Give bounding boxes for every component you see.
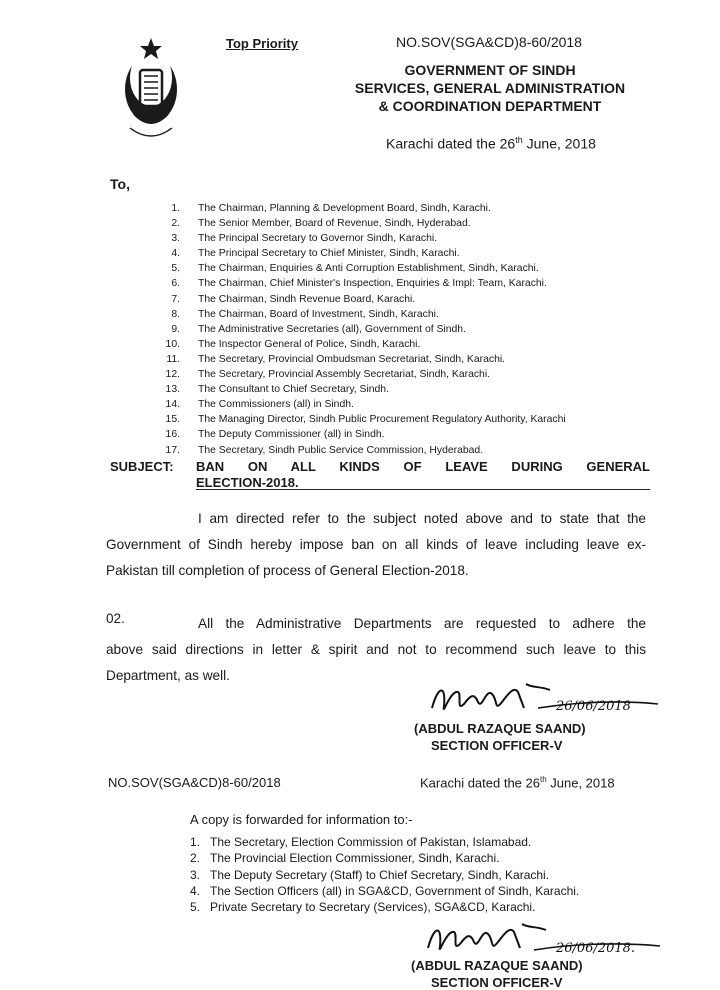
- item-text: The Section Officers (all) in SGA&CD, Government of Sindh, Karachi.: [210, 883, 580, 898]
- item-number: 10.: [165, 338, 180, 350]
- signature-1-date: 26/06/2018: [556, 699, 631, 714]
- footer-date-prefix: Karachi dated the 26: [420, 775, 540, 791]
- item-number: 13.: [165, 384, 180, 396]
- item-text: The Deputy Secretary (Staff) to Chief Secretary, Sindh, Karachi.: [210, 867, 550, 882]
- recipient-item: [160, 367, 566, 382]
- copy-recipient-item: [190, 883, 579, 899]
- item-text: The Managing Director, Sindh Public Procurement Regulatory Authority, Karachi: [198, 414, 566, 426]
- item-number: 5.: [171, 263, 180, 275]
- date-prefix: Karachi dated the 26: [386, 135, 516, 152]
- item-text: The Secretary, Provincial Assembly Secretariat, Sindh, Karachi.: [198, 369, 491, 381]
- recipient-item: [160, 292, 566, 307]
- item-number: 2.: [190, 851, 201, 866]
- sindh-government-emblem: [118, 36, 184, 146]
- item-text: The Provincial Election Commissioner, Sindh, Karachi.: [210, 851, 500, 866]
- item-text: The Chairman, Planning & Development Board, Sindh, Karachi.: [198, 203, 491, 214]
- item-text: The Chairman, Board of Investment, Sindh, Karachi.: [198, 308, 439, 320]
- footer-date: [420, 775, 615, 790]
- recipient-item: [160, 427, 566, 442]
- to-label: To,: [110, 176, 130, 192]
- recipient-item: [160, 412, 566, 427]
- subject-line-1: BAN ON ALL KINDS OF LEAVE DURING GENERAL: [196, 459, 650, 474]
- recipient-item: [160, 261, 566, 276]
- item-text: Private Secretary to Secretary (Services), SGA&CD, Karachi.: [210, 900, 536, 915]
- item-number: 1.: [171, 203, 180, 214]
- paragraph-2-number: 02.: [106, 611, 125, 626]
- recipient-item: [160, 443, 566, 458]
- item-text: The Principal Secretary to Governor Sindh, Karachi.: [198, 233, 438, 245]
- heading-line-1: GOVERNMENT OF SINDH: [404, 62, 576, 78]
- item-number: 1.: [190, 835, 201, 849]
- date-suffix-sup: th: [515, 135, 523, 145]
- recipient-item: [160, 382, 566, 397]
- item-number: 3.: [171, 233, 180, 245]
- copy-forward-intro: A copy is forwarded for information to:-: [190, 812, 413, 827]
- item-number: 15.: [165, 414, 180, 426]
- item-number: 9.: [171, 323, 180, 335]
- signature-2-date: 26/06/2018.: [556, 941, 636, 956]
- recipient-item: [160, 322, 566, 337]
- copy-recipient-list: [190, 834, 579, 915]
- item-text: The Deputy Commissioner (all) in Sindh.: [198, 429, 385, 441]
- recipient-item: [160, 276, 566, 291]
- recipient-item: [160, 216, 566, 231]
- paragraph-1-line-1: I am directed refer to the subject noted above and to state that the: [198, 511, 646, 526]
- copy-recipient-item: [190, 834, 579, 850]
- recipient-item: [160, 201, 566, 216]
- recipient-item: [160, 397, 566, 412]
- copy-recipient-item: [190, 867, 579, 883]
- signatory-name-1: (ABDUL RAZAQUE SAAND): [414, 721, 586, 736]
- item-text: The Commissioners (all) in Sindh.: [198, 399, 354, 411]
- recipient-list: [160, 201, 566, 458]
- recipient-item: [160, 307, 566, 322]
- heading-line-3: & COORDINATION DEPARTMENT: [378, 98, 602, 114]
- item-text: The Chairman, Sindh Revenue Board, Karachi.: [198, 293, 416, 305]
- paragraph-2-line-1: All the Administrative Departments are requested to adhere the: [198, 616, 646, 631]
- item-number: 6.: [171, 278, 180, 290]
- copy-recipient-item: [190, 850, 579, 866]
- item-number: 3.: [190, 867, 201, 882]
- letter-date: [386, 135, 596, 152]
- paragraph-2-line-2: above said directions in letter & spirit and not to recommend such leave to this: [106, 642, 646, 657]
- signatory-name-2: (ABDUL RAZAQUE SAAND): [411, 958, 583, 973]
- item-text: The Inspector General of Police, Sindh, Karachi.: [198, 338, 421, 350]
- item-number: 4.: [190, 883, 201, 898]
- copy-recipient-item: [190, 899, 579, 915]
- paragraph-1-line-2: Government of Sindh hereby impose ban on all kinds of leave including leave ex-: [106, 537, 646, 552]
- recipient-item: [160, 337, 566, 352]
- item-number: 12.: [165, 369, 180, 381]
- department-heading: [340, 61, 640, 115]
- paragraph-1: [106, 506, 646, 584]
- item-number: 5.: [190, 900, 201, 915]
- item-text: The Senior Member, Board of Revenue, Sindh, Hyderabad.: [198, 218, 471, 230]
- item-number: 14.: [165, 399, 180, 411]
- date-month-year: June, 2018: [522, 135, 596, 152]
- priority-label: Top Priority: [226, 36, 298, 51]
- footer-date-sup: th: [539, 775, 547, 784]
- subject-line-2: ELECTION-2018.: [196, 475, 299, 490]
- paragraph-1-line-3: Pakistan till completion of process of General Election-2018.: [106, 563, 469, 578]
- subject-underline: [196, 489, 650, 490]
- recipient-item: [160, 246, 566, 261]
- item-text: The Secretary, Provincial Ombudsman Secretariat, Sindh, Karachi.: [198, 353, 506, 365]
- recipient-item: [160, 352, 566, 367]
- item-text: The Administrative Secretaries (all), Government of Sindh.: [198, 323, 466, 335]
- item-number: 7.: [171, 293, 180, 305]
- item-number: 2.: [171, 218, 180, 230]
- heading-line-2: SERVICES, GENERAL ADMINISTRATION: [354, 80, 626, 96]
- subject-label: SUBJECT:: [110, 459, 174, 474]
- signatory-title-2: SECTION OFFICER-V: [431, 975, 563, 990]
- item-number: 4.: [171, 248, 180, 260]
- handwritten-signature-1: [428, 678, 668, 724]
- signatory-title-1: SECTION OFFICER-V: [431, 738, 563, 753]
- footer-date-month-year: June, 2018: [546, 775, 615, 791]
- item-text: The Secretary, Election Commission of Pakistan, Islamabad.: [210, 835, 532, 849]
- item-text: The Chairman, Chief Minister's Inspection, Enquiries & Impl: Team, Karachi.: [198, 278, 547, 290]
- item-text: The Principal Secretary to Chief Minister, Sindh, Karachi.: [198, 248, 460, 260]
- recipient-item: [160, 231, 566, 246]
- item-text: The Consultant to Chief Secretary, Sindh.: [198, 384, 389, 396]
- reference-number: NO.SOV(SGA&CD)8-60/2018: [396, 34, 582, 50]
- item-number: 8.: [171, 308, 180, 320]
- item-number: 16.: [165, 429, 180, 441]
- paragraph-2-line-3: Department, as well.: [106, 668, 230, 683]
- item-text: The Secretary, Sindh Public Service Commission, Hyderabad.: [198, 444, 484, 456]
- item-number: 17.: [165, 444, 180, 456]
- item-number: 11.: [166, 353, 180, 365]
- footer-reference-number: NO.SOV(SGA&CD)8-60/2018: [108, 775, 281, 790]
- item-text: The Chairman, Enquiries & Anti Corruption Establishment, Sindh, Karachi.: [198, 263, 539, 275]
